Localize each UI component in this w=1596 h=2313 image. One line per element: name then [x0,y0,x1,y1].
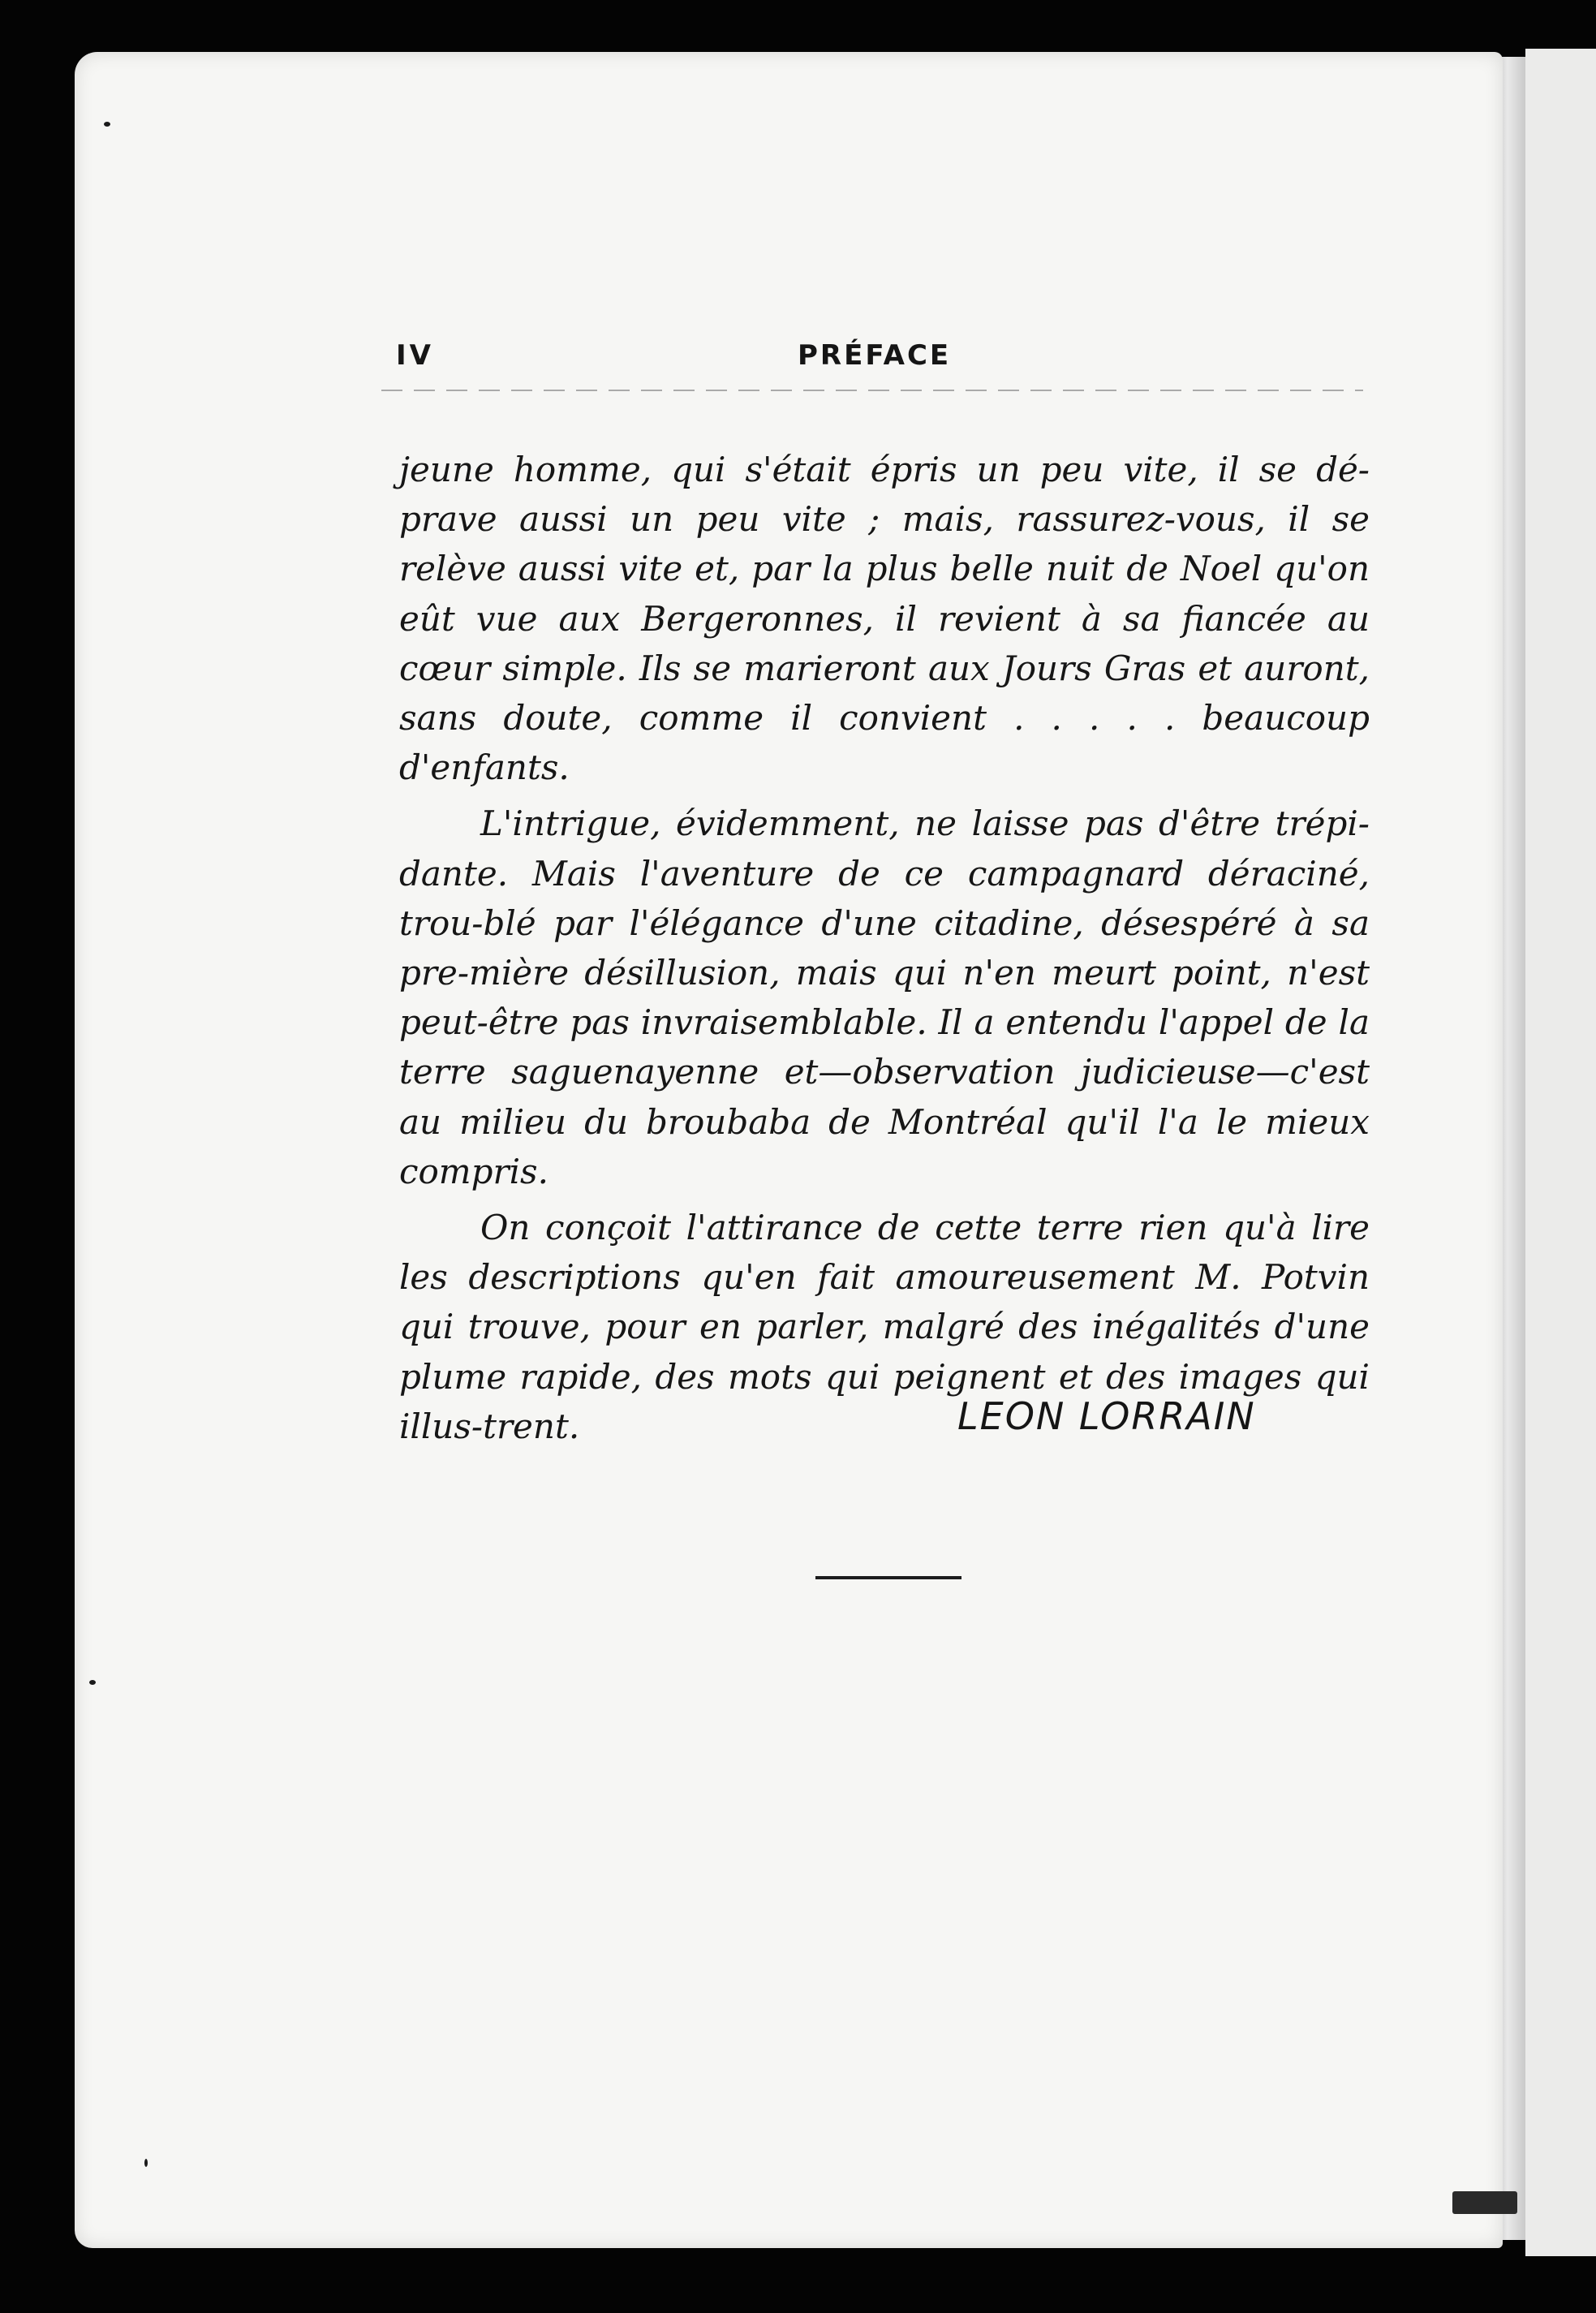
preface-body [399,445,1370,1458]
page-header [396,333,1370,381]
running-title: PRÉFACE [798,339,952,372]
page-number: IV [396,339,434,372]
scan-speck [104,122,110,127]
closing-rule [815,1576,961,1579]
page-corner-mark [1452,2191,1517,2214]
paragraph-1: jeune homme, qui s'était épris un peu vite, il se dé-prave aussi un peu vite ; mais, rassurez-vous, il se relève aussi vite et, par la plus belle nuit de Noel qu'on eût vue aux Bergeronnes, il revient à sa fiancée au cœur simple. Ils se marieront aux Jours Gras et auront, sans doute, comme il convient . . . . . beaucoup d'enfants. [399,450,1370,788]
scan-speck [144,2159,148,2167]
author-signature: LEON LORRAIN [957,1394,1256,1438]
paragraph-2: L'intrigue, évidemment, ne laisse pas d'être trépi-dante. Mais l'aventure de ce campagnard déraciné, trou-blé par l'élégance d'une citadine, désespéré à sa pre-mière désillusion, mais qui n'en meurt point, n'est peut-être pas invraisemblable. Il a entendu l'appel de la terre saguenayenne et—observation judicieuse—c'est au milieu du broubaba de Montréal qu'il l'a le mieux compris. [399,803,1370,1191]
facing-page-edge [1525,49,1596,2256]
scan-speck [89,1680,96,1685]
header-rule [381,390,1363,391]
paragraph-3: On conçoit l'attirance de cette terre rien qu'à lire les descriptions qu'en fait amoureusement M. Potvin qui trouve, pour en parler, malgré des inégalités d'une plume rapide, des mots qui peignent et des images qui illus-trent. [399,1208,1370,1446]
